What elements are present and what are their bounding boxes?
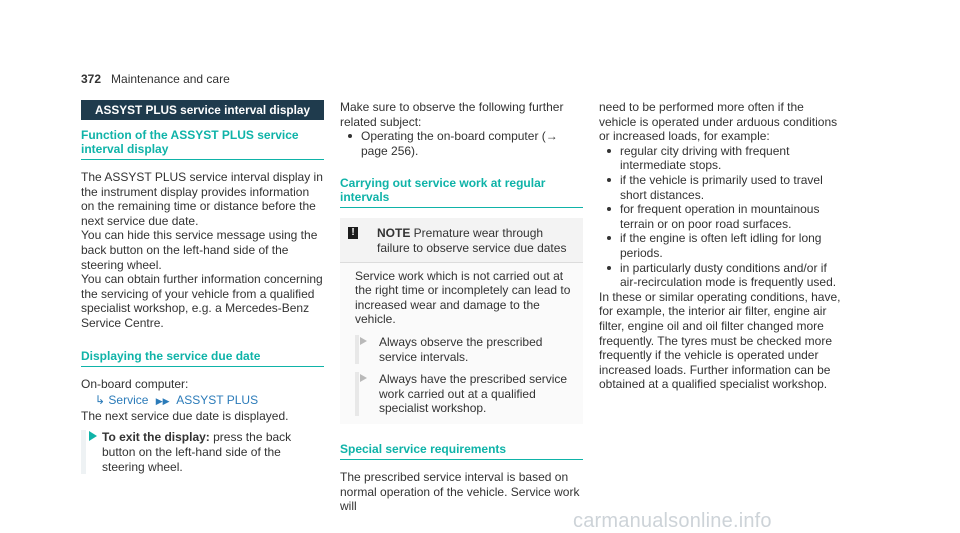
- carrying-heading: Carrying out service work at regular intervals: [340, 176, 583, 208]
- display-paragraph-1: On-board computer:: [81, 376, 189, 391]
- list-item: if the vehicle is primarily used to travel short distances.: [599, 173, 842, 202]
- intro-paragraph: Make sure to observe the following further related subject:: [340, 100, 564, 129]
- intro-list-item: Operating the on-board computer (→ page 256).: [340, 129, 583, 158]
- display-paragraph-2: The next service due date is displayed.: [81, 408, 289, 423]
- note-body: [340, 263, 583, 424]
- exit-step-text: press the back button on the left-hand side of the steering wheel.: [102, 430, 292, 474]
- menu-path: [81, 393, 324, 409]
- menu-path-service: Service: [108, 393, 149, 408]
- double-chevron-icon: ▶▶: [155, 396, 170, 407]
- special-heading: Special service requirements: [340, 442, 583, 460]
- intro-list: [340, 129, 583, 158]
- column-2: [340, 100, 583, 514]
- list-item: in particularly dusty conditions and/or if air-recirculation mode is frequently used.: [599, 261, 842, 290]
- watermark-link[interactable]: carmanualsonline.info: [573, 510, 772, 532]
- step-arrow-icon: [360, 337, 367, 345]
- column-3: [599, 100, 842, 392]
- note-step-1: [355, 335, 575, 364]
- exit-step: [81, 430, 324, 474]
- conditions-list: [599, 144, 842, 290]
- note-text: Service work which is not carried out at the right time or incompletely can lead to increased wear and damage to the vehicle.: [355, 268, 571, 327]
- function-heading: Function of the ASSYST PLUS service interval display: [81, 128, 324, 160]
- note-step-2: [355, 372, 575, 416]
- step-bar: [355, 372, 359, 416]
- note-step-2-text: Always have the prescribed service work carried out at a qualified specialist workshop.: [379, 372, 568, 416]
- special-paragraph: The prescribed service interval is based on normal operation of the vehicle. Service work will: [340, 469, 580, 514]
- note-header: [340, 218, 583, 262]
- menu-path-assyst: ASSYST PLUS: [176, 393, 259, 408]
- column-1: [81, 100, 324, 474]
- step-arrow-icon: [89, 431, 97, 441]
- step-bar: [81, 430, 86, 474]
- section-title: Maintenance and care: [111, 72, 230, 86]
- step-bar: [355, 335, 359, 364]
- step-arrow-icon: [360, 374, 367, 382]
- function-paragraph-1: The ASSYST PLUS service interval display in the instrument display provides information on the remaining time or distance before the next service due date.: [81, 170, 323, 228]
- page-number: 372: [81, 72, 102, 86]
- note-title: Premature wear through failure to observe service due dates: [377, 226, 567, 255]
- function-paragraph-2: You can hide this service message using the back button on the left-hand side of the steering wheel.: [81, 228, 318, 272]
- exit-step-bold: To exit the display:: [102, 430, 210, 445]
- note-label: NOTE: [377, 226, 411, 241]
- section-banner: ASSYST PLUS service interval display: [81, 100, 324, 120]
- exclamation-icon: !: [348, 227, 358, 239]
- list-item: if the engine is often left idling for long periods.: [599, 231, 842, 260]
- note-step-1-text: Always observe the prescribed service intervals.: [379, 334, 543, 364]
- return-arrow-icon: ↳: [95, 393, 106, 408]
- conditions-paragraph: need to be performed more often if the vehicle is operated under arduous conditions or increased loads, for example:: [599, 100, 838, 144]
- list-item: for frequent operation in mountainous terrain or on poor road surfaces.: [599, 202, 842, 231]
- function-paragraph-3: You can obtain further information concerning the servicing of your vehicle from a qualified specialist workshop, e.g. a Mercedes-Benz Service Centre.: [81, 272, 323, 330]
- page-header: [81, 72, 230, 86]
- filters-paragraph: In these or similar operating conditions, have, for example, the interior air filter, engine air filter, engine oil and oil filter changed more frequently. The tyres must be checked more frequently if the vehicle is operated under increased loads. Further information can be obtained at a qualified specialist workshop.: [599, 289, 841, 392]
- list-item: regular city driving with frequent intermediate stops.: [599, 144, 842, 173]
- display-heading: Displaying the service due date: [81, 349, 324, 367]
- note-box: [340, 218, 583, 424]
